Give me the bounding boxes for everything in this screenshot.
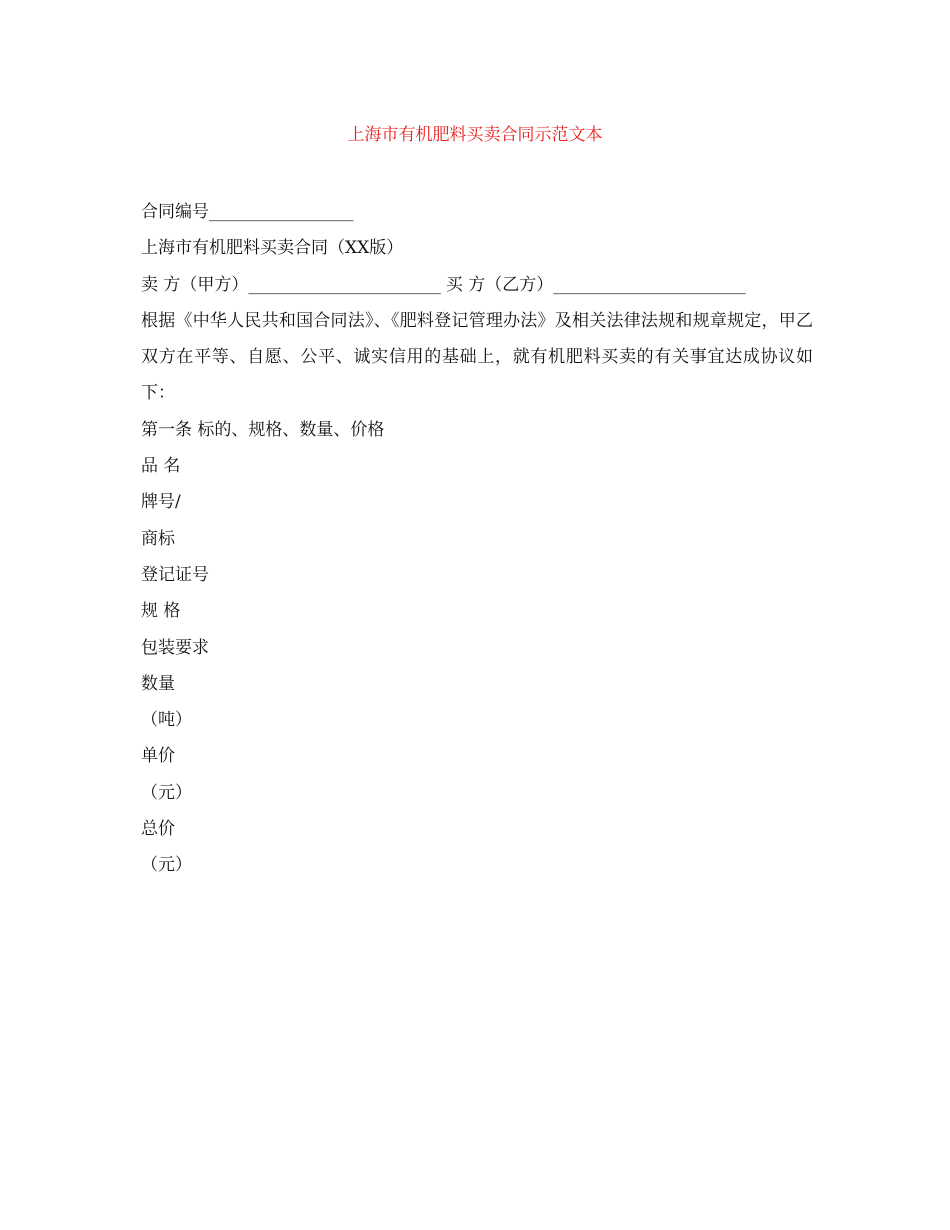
seller-label: 卖 方（甲方）: [141, 274, 249, 295]
field-packaging-requirement: 包装要求: [141, 637, 209, 658]
contract-name: 上海市有机肥料买卖合同（XX版）: [141, 238, 404, 259]
document-title: 上海市有机肥料买卖合同示范文本: [347, 125, 603, 145]
field-brand-number: 牌号/: [141, 492, 181, 513]
contract-number-line: [141, 194, 813, 230]
preamble-paragraph: 根据《中华人民共和国合同法》、《肥料登记管理办法》及相关法律法规和规章规定，甲乙双方在平等、自愿、公平、诚实信用的基础上，就有机肥料买卖的有关事宜达成协议如下：: [141, 310, 813, 404]
field-trademark: 商标: [141, 528, 175, 549]
contract-number-blank: __________________: [209, 202, 353, 222]
seller-blank: ________________________: [248, 274, 441, 295]
parties-line: [141, 267, 813, 303]
field-total-price-unit: （元）: [141, 855, 192, 876]
field-unit-price: 单价: [141, 746, 175, 767]
buyer-label: 买 方（乙方）: [445, 274, 554, 295]
article-1-heading: 第一条 标的、规格、数量、价格: [141, 419, 385, 440]
field-registration-number: 登记证号: [141, 564, 209, 585]
buyer-blank: ________________________: [553, 274, 746, 295]
field-product-name: 品 名: [141, 456, 181, 477]
field-quantity-unit: （吨）: [141, 710, 192, 731]
contract-number-label: 合同编号: [141, 202, 209, 222]
field-unit-price-unit: （元）: [141, 782, 192, 803]
field-quantity: 数量: [141, 673, 175, 694]
field-specification: 规 格: [141, 601, 181, 622]
document-body: [141, 194, 813, 884]
field-total-price: 总价: [141, 819, 175, 840]
